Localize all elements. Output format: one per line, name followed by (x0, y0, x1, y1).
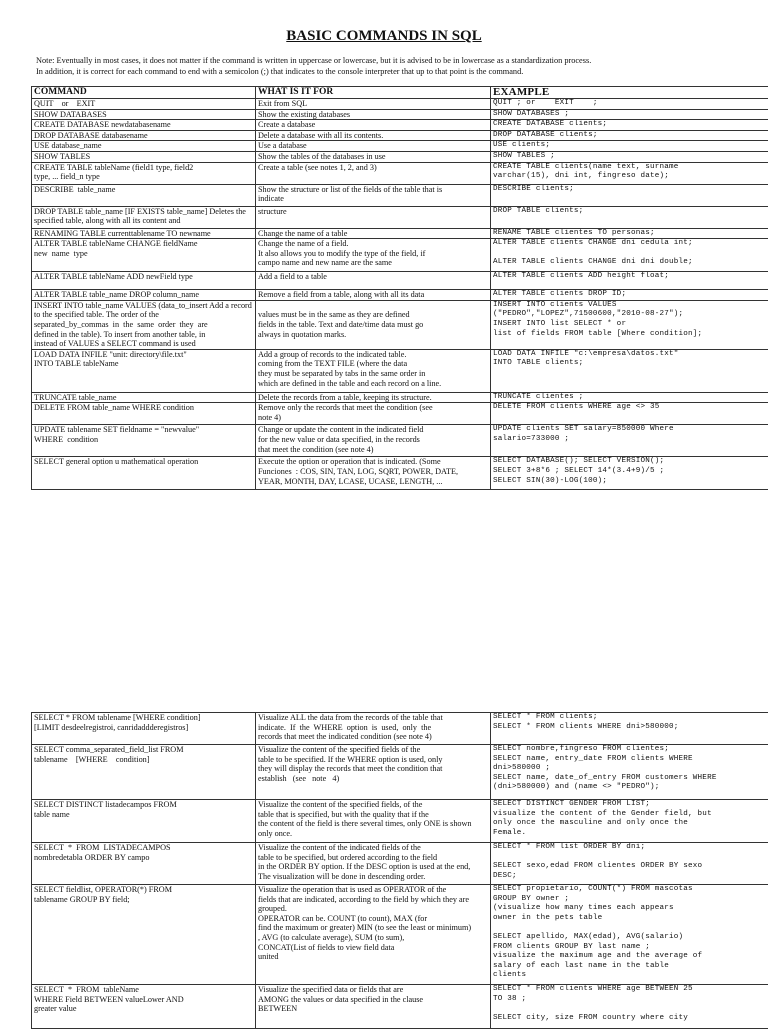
command-cell (32, 843, 256, 885)
cell-line: Visualize the content of the specified fields, of the (258, 800, 488, 810)
example-cell (491, 425, 768, 457)
cell-line: only once. (258, 829, 488, 839)
cell-line: fields that are indicated, according to the field by which they are grouped. (258, 895, 488, 914)
example-cell (491, 843, 768, 885)
cell-line: ALTER TABLE clients CHANGE dni cedula int; (493, 239, 767, 249)
description-cell (256, 800, 491, 843)
command-cell (32, 162, 256, 184)
cell-line: tablename [WHERE condition] (34, 755, 253, 765)
cell-line: Use a database (258, 141, 488, 151)
table-row (32, 843, 768, 885)
cell-line: DESCRIBE table_name (34, 185, 253, 195)
cell-line: USE clients; (493, 141, 767, 151)
cell-line: Visualize ALL the data from the records of the table that (258, 713, 488, 723)
description-cell (256, 184, 491, 206)
cell-line: INTO TABLE clients; (493, 359, 767, 369)
cell-line: SELECT comma_separated_field_list FROM (34, 745, 253, 755)
cell-line: always in quotation marks. (258, 330, 488, 340)
table-row (32, 206, 768, 228)
cell-line: TO 38 ; (493, 995, 767, 1005)
description-cell (256, 290, 491, 301)
table-row (32, 290, 768, 301)
cell-line: united (258, 952, 488, 962)
table-header-row (32, 87, 768, 99)
cell-line: DROP TABLE table_name [IF EXISTS table_name] Deletes the specified table, along with all its content and (34, 207, 253, 226)
cell-line: SELECT * FROM tableName (34, 985, 253, 995)
command-cell (32, 141, 256, 152)
cell-line: DELETE FROM table_name WHERE condition (34, 403, 253, 413)
command-cell (32, 290, 256, 301)
cell-line: Delete the records from a table, keeping its structure. (258, 393, 488, 403)
cell-line: which are defined in the table and each record on a line. (258, 379, 488, 389)
cell-line: SELECT sexo,edad FROM clientes ORDER BY sexo (493, 862, 767, 872)
cell-line: SELECT * FROM tablename [WHERE condition] (34, 713, 253, 723)
commands-table-2 (31, 712, 768, 1029)
cell-line: ALTER TABLE tableName ADD newField type (34, 272, 253, 282)
command-cell (32, 228, 256, 239)
description-cell (256, 130, 491, 141)
command-cell (32, 109, 256, 120)
example-cell (491, 120, 768, 131)
cell-line: records that meet the indicated condition (see note 4) (258, 732, 488, 742)
command-cell (32, 120, 256, 131)
cell-line: CREATE TABLE clients(name text, surname (493, 163, 767, 173)
cell-line: DROP TABLE clients; (493, 207, 767, 217)
cell-line: ALTER TABLE clients CHANGE dni dni double; (493, 258, 767, 268)
cell-line: Execute the option or operation that is indicated. (Some (258, 457, 488, 467)
cell-line: DESC; (493, 872, 767, 882)
cell-line: that meet the condition (see note 4) (258, 445, 488, 455)
cell-line: new name type (34, 249, 253, 259)
cell-line: structure (258, 207, 488, 217)
cell-line (493, 853, 767, 863)
command-cell (32, 206, 256, 228)
cell-line: Visualize the content of the specified fields of the (258, 745, 488, 755)
cell-line: GROUP BY owner ; (493, 895, 767, 905)
cell-line: SHOW TABLES ; (493, 152, 767, 162)
cell-line: SELECT apellido, MAX(edad), AVG(salario) (493, 933, 767, 943)
cell-line: UPDATE tablename SET fieldname = "newvalue" (34, 425, 253, 435)
cell-line: SELECT general option u mathematical operation (34, 457, 253, 467)
page-title: BASIC COMMANDS IN SQL (0, 28, 768, 45)
cell-line: they will display the records that meet the condition that (258, 764, 488, 774)
cell-line: SHOW DATABASES ; (493, 110, 767, 120)
command-cell (32, 239, 256, 272)
cell-line: AMONG the values or data specified in the clause (258, 995, 488, 1005)
command-cell (32, 272, 256, 290)
example-cell (491, 141, 768, 152)
example-cell (491, 99, 768, 110)
description-cell (256, 162, 491, 184)
cell-line: ALTER TABLE clients ADD height float; (493, 272, 767, 282)
cell-line: SHOW DATABASES (34, 110, 253, 120)
cell-line: SELECT * FROM clients WHERE dni>580000; (493, 723, 767, 733)
note-line: Note: Eventually in most cases, it does not matter if the command is written in uppercase or lowercase, but it is advised to be in lowercase as a standardization process. (36, 55, 756, 66)
example-cell (491, 151, 768, 162)
description-cell (256, 239, 491, 272)
cell-line: DROP DATABASE clients; (493, 131, 767, 141)
cell-line: SELECT name, date_of_entry FROM customers WHERE (493, 774, 767, 784)
description-cell (256, 272, 491, 290)
cell-line: DELETE FROM clients WHERE age <> 35 (493, 403, 767, 413)
example-cell (491, 206, 768, 228)
cell-line: SELECT SIN(30)-LOG(100); (493, 477, 767, 487)
cell-line: salary of each last name in the table (493, 962, 767, 972)
cell-line: CONCAT(List of fields to view field data (258, 943, 488, 953)
example-cell (491, 239, 768, 272)
description-cell (256, 885, 491, 985)
cell-line (258, 301, 488, 311)
description-cell (256, 109, 491, 120)
cell-line: Funciones : COS, SIN, TAN, LOG, SQRT, POWER, DATE, (258, 467, 488, 477)
cell-line: INSERT INTO table_name VALUES (data_to_insert Add a record to the specified table. The order of the (34, 301, 253, 320)
cell-line: SELECT city, size FROM country where city (493, 1014, 767, 1024)
example-cell (491, 130, 768, 141)
cell-line: CREATE DATABASE newdatabasename (34, 120, 253, 130)
table-row (32, 300, 768, 349)
example-cell (491, 162, 768, 184)
cell-line: table name (34, 810, 253, 820)
command-cell (32, 392, 256, 403)
cell-line: TRUNCATE clientes ; (493, 393, 767, 403)
table-row (32, 425, 768, 457)
cell-line: visualize the maximum age and the average of (493, 952, 767, 962)
description-cell (256, 457, 491, 490)
cell-line: note 4) (258, 413, 488, 423)
cell-line: SELECT fieldlist, OPERATOR(*) FROM (34, 885, 253, 895)
table-row (32, 985, 768, 1029)
example-cell (491, 800, 768, 843)
cell-line: Add a field to a table (258, 272, 488, 282)
command-cell (32, 457, 256, 490)
cell-line: table to be specified, but ordered according to the field (258, 853, 488, 863)
cell-line: separated_by_commas in the same order they are (34, 320, 253, 330)
cell-line: Show the existing databases (258, 110, 488, 120)
description-cell (256, 206, 491, 228)
table-row (32, 130, 768, 141)
command-cell (32, 425, 256, 457)
cell-line: BETWEEN (258, 1004, 488, 1014)
cell-line: USE database_name (34, 141, 253, 151)
cell-line: UPDATE clients SET salary=850000 Where (493, 425, 767, 435)
cell-line: Visualize the specified data or fields that are (258, 985, 488, 995)
table-row (32, 800, 768, 843)
cell-line (493, 1004, 767, 1014)
command-cell (32, 349, 256, 392)
table-row (32, 713, 768, 745)
table-row (32, 184, 768, 206)
description-cell (256, 228, 491, 239)
cell-line: Show the structure or list of the fields of the table that is (258, 185, 488, 195)
cell-line: It also allows you to modify the type of the field, if (258, 249, 488, 259)
cell-line: indicate. If the WHERE option is used, only the (258, 723, 488, 733)
note-line: In addition, it is correct for each command to end with a semicolon (;) that indicates to the console interpreter that up to that point is the command. (36, 66, 756, 77)
description-cell (256, 349, 491, 392)
cell-line: for the new value or data specified, in the records (258, 435, 488, 445)
cell-line: Change or update the content in the indicated field (258, 425, 488, 435)
cell-line: instead of VALUES a SELECT command is used (34, 339, 253, 349)
cell-line: tablename GROUP BY field; (34, 895, 253, 905)
cell-line: they must be separated by tabs in the same order in (258, 369, 488, 379)
cell-line: ("PEDRO","LOPEZ",71500600,"2010-08-27"); (493, 310, 767, 320)
cell-line: QUIT ; or EXIT ; (493, 99, 767, 109)
cell-line: owner in the pets table (493, 914, 767, 924)
cell-line: SELECT name, entry_date FROM clients WHERE (493, 755, 767, 765)
description-cell (256, 151, 491, 162)
cell-line: SELECT DISTINCT GENDER FROM LIST; (493, 800, 767, 810)
intro-note (36, 55, 756, 77)
description-cell (256, 713, 491, 745)
cell-line: SHOW TABLES (34, 152, 253, 162)
cell-line: SELECT DISTINCT listadecampos FROM (34, 800, 253, 810)
example-cell (491, 109, 768, 120)
command-cell (32, 184, 256, 206)
cell-line: CREATE TABLE tableName (field1 type, field2 (34, 163, 253, 173)
command-cell (32, 885, 256, 985)
cell-line: RENAMING TABLE currenttablename TO newname (34, 229, 253, 239)
command-cell (32, 800, 256, 843)
cell-line (493, 923, 767, 933)
table-row (32, 885, 768, 985)
cell-line: (dni>580000) and (name <> "PEDRO"); (493, 783, 767, 793)
example-cell (491, 713, 768, 745)
cell-line: table that is specified, but with the quality that if the (258, 810, 488, 820)
example-cell (491, 290, 768, 301)
table-row (32, 403, 768, 425)
description-cell (256, 745, 491, 800)
cell-line: SELECT DATABASE(); SELECT VERSION(); (493, 457, 767, 467)
cell-line: INSERT INTO clients VALUES (493, 301, 767, 311)
cell-line: indicate (258, 194, 488, 204)
commands-table-1 (31, 86, 768, 490)
example-cell (491, 392, 768, 403)
command-cell (32, 713, 256, 745)
cell-line: The visualization will be done in descending order. (258, 872, 488, 882)
cell-line: in the ORDER BY option. If the DESC option is used at the end, (258, 862, 488, 872)
cell-line: table to be specified. If the WHERE option is used, only (258, 755, 488, 765)
cell-line: WHERE Field BETWEEN valueLower AND (34, 995, 253, 1005)
cell-line: ALTER TABLE table_name DROP column_name (34, 290, 253, 300)
cell-line: find the maximum or greater) MIN (to see the least or minimum) (258, 923, 488, 933)
cell-line: LOAD DATA INFILE "c:\empresa\datos.txt" (493, 350, 767, 360)
description-cell (256, 120, 491, 131)
cell-line: INSERT INTO list SELECT * or (493, 320, 767, 330)
cell-line: Female. (493, 829, 767, 839)
table-row (32, 228, 768, 239)
cell-line: Add a group of records to the indicated table. (258, 350, 488, 360)
command-cell (32, 300, 256, 349)
cell-line: Remove only the records that meet the condition (see (258, 403, 488, 413)
example-cell (491, 985, 768, 1029)
example-cell (491, 349, 768, 392)
command-cell (32, 151, 256, 162)
cell-line: campo name and new name are the same (258, 258, 488, 268)
cell-line: FROM clients GROUP BY last name ; (493, 943, 767, 953)
table-row (32, 349, 768, 392)
example-cell (491, 457, 768, 490)
example-cell (491, 184, 768, 206)
cell-line: only once the masculine and only once the (493, 819, 767, 829)
cell-line: SELECT propietario, COUNT(*) FROM mascotas (493, 885, 767, 895)
table-row (32, 457, 768, 490)
cell-line: OPERATOR can be. COUNT (to count), MAX (for (258, 914, 488, 924)
cell-line: greater value (34, 1004, 253, 1014)
cell-line: SELECT * FROM LISTADECAMPOS (34, 843, 253, 853)
description-cell (256, 141, 491, 152)
description-cell (256, 843, 491, 885)
cell-line: SELECT * FROM list ORDER BY dni; (493, 843, 767, 853)
cell-line: fields in the table. Text and date/time data must go (258, 320, 488, 330)
cell-line: LOAD DATA INFILE "unit: directory\file.txt" (34, 350, 253, 360)
cell-line: Visualize the content of the indicated fields of the (258, 843, 488, 853)
command-cell (32, 403, 256, 425)
cell-line: SELECT nombre,fingreso FROM clientes; (493, 745, 767, 755)
cell-line: Delete a database with all its contents. (258, 131, 488, 141)
cell-line: , AVG (to calculate average), SUM (to sum), (258, 933, 488, 943)
cell-line: Visualize the operation that is used as OPERATOR of the (258, 885, 488, 895)
cell-line: ALTER TABLE clients DROP ID; (493, 290, 767, 300)
cell-line: INTO TABLE tableName (34, 359, 253, 369)
cell-line: Create a database (258, 120, 488, 130)
table-row (32, 99, 768, 110)
description-cell (256, 99, 491, 110)
header-example: EXAMPLE (491, 87, 768, 99)
example-cell (491, 403, 768, 425)
cell-line (493, 249, 767, 259)
cell-line: Change the name of a field. (258, 239, 488, 249)
description-cell (256, 300, 491, 349)
command-cell (32, 99, 256, 110)
cell-line: ALTER TABLE tableName CHANGE fieldName (34, 239, 253, 249)
cell-line: Exit from SQL (258, 99, 488, 109)
cell-line: varchar(15), dni int, fingreso date); (493, 172, 767, 182)
table-row (32, 120, 768, 131)
cell-line: Show the tables of the databases in use (258, 152, 488, 162)
cell-line: SELECT * FROM clients WHERE age BETWEEN 25 (493, 985, 767, 995)
cell-line: salario=733000 ; (493, 435, 767, 445)
cell-line: (visualize how many times each appears (493, 904, 767, 914)
cell-line: Create a table (see notes 1, 2, and 3) (258, 163, 488, 173)
cell-line: clients (493, 971, 767, 981)
cell-line: dni>580000 ; (493, 764, 767, 774)
cell-line: defined in the table). To insert from another table, in (34, 330, 253, 340)
cell-line: values must be in the same as they are defined (258, 310, 488, 320)
example-cell (491, 745, 768, 800)
example-cell (491, 272, 768, 290)
cell-line: establish (see note 4) (258, 774, 488, 784)
cell-line: list of fields FROM table [Where condition]; (493, 330, 767, 340)
description-cell (256, 425, 491, 457)
table-row (32, 141, 768, 152)
cell-line: CREATE DATABASE clients; (493, 120, 767, 130)
example-cell (491, 885, 768, 985)
table-row (32, 392, 768, 403)
command-cell (32, 985, 256, 1029)
table-row (32, 109, 768, 120)
header-command: COMMAND (32, 87, 256, 99)
cell-line: nombredetabla ORDER BY campo (34, 853, 253, 863)
example-cell (491, 228, 768, 239)
header-what: WHAT IS IT FOR (256, 87, 491, 99)
cell-line: TRUNCATE table_name (34, 393, 253, 403)
cell-line: DROP DATABASE databasename (34, 131, 253, 141)
cell-line: RENAME TABLE clientes TO personas; (493, 229, 767, 239)
cell-line: SELECT * FROM clients; (493, 713, 767, 723)
cell-line: Remove a field from a table, along with all its data (258, 290, 488, 300)
description-cell (256, 985, 491, 1029)
table-row (32, 745, 768, 800)
command-cell (32, 745, 256, 800)
cell-line: Change the name of a table (258, 229, 488, 239)
table-row (32, 239, 768, 272)
table-row (32, 162, 768, 184)
table-row (32, 272, 768, 290)
cell-line: coming from the TEXT FILE (where the data (258, 359, 488, 369)
cell-line: QUIT or EXIT (34, 99, 253, 109)
description-cell (256, 403, 491, 425)
cell-line: type, ... field_n type (34, 172, 253, 182)
command-cell (32, 130, 256, 141)
cell-line: the content of the field is there several times, only ONE is shown (258, 819, 488, 829)
description-cell (256, 392, 491, 403)
cell-line: WHERE condition (34, 435, 253, 445)
example-cell (491, 300, 768, 349)
cell-line: [LIMIT desdeelregistroi, canridaddderegistros] (34, 723, 253, 733)
cell-line: visualize the content of the Gender field, but (493, 810, 767, 820)
cell-line: YEAR, MONTH, DAY, LCASE, UCASE, LENGTH, ... (258, 477, 488, 487)
cell-line: DESCRIBE clients; (493, 185, 767, 195)
cell-line: SELECT 3+8*6 ; SELECT 14*(3.4+9)/5 ; (493, 467, 767, 477)
table-row (32, 151, 768, 162)
